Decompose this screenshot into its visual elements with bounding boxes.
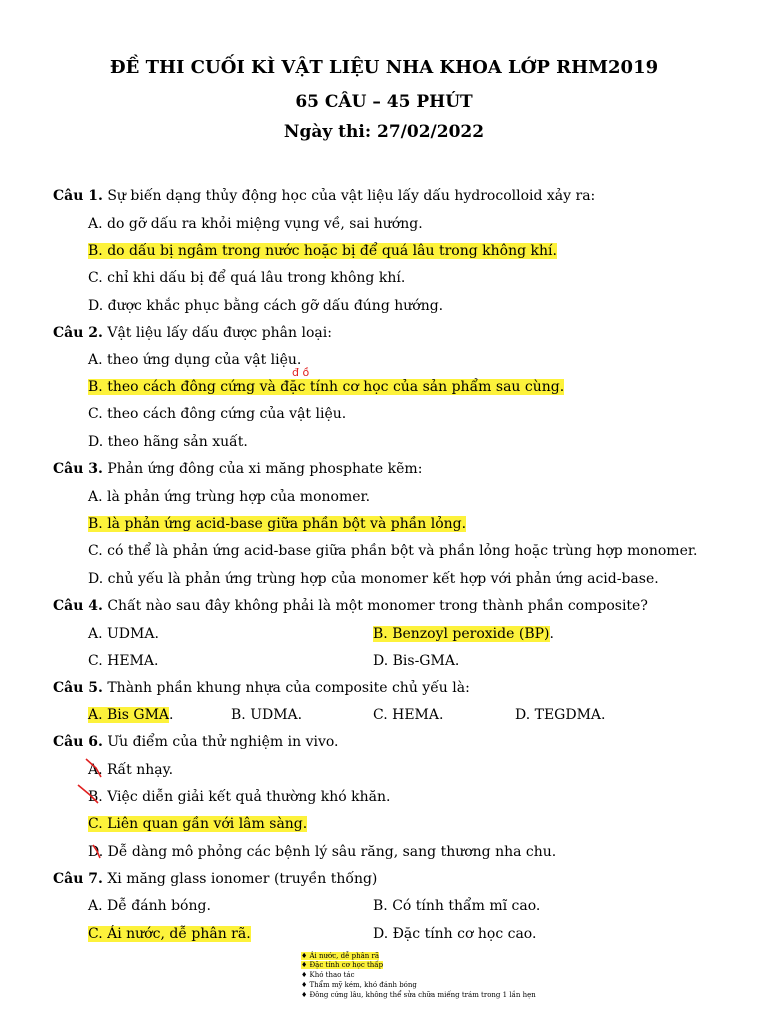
answer-option: D. TEGDMA. [515,707,606,723]
highlighted-answer: A. Bis GMA [88,707,170,723]
question-text: Sự biến dạng thủy động học của vật liệu lấy dấu hydrocolloid xảy ra: [107,188,596,204]
question-label: Câu 3. [53,461,103,477]
answer-option-correct [88,514,466,534]
answer-option: D. Dễ dàng mô phỏng các bệnh lý sâu răng, sang thương nha chu. [88,844,557,860]
highlighted-answer: B. là phản ứng acid-base giữa phần bột và phần lỏng. [88,516,467,532]
highlighted-answer: B. Benzoyl peroxide (BP) [373,626,550,642]
answer-option: A. là phản ứng trùng hợp của monomer. [88,489,371,505]
highlighted-answer: B. do dấu bị ngâm trong nước hoặc bị để quá lâu trong không khí. [88,243,557,259]
question-2 [53,323,332,343]
question-label: Câu 7. [53,871,103,887]
question-6 [53,732,339,752]
question-text: Chất nào sau đây không phải là một monomer trong thành phần composite? [107,598,648,614]
question-text: Ưu điểm của thử nghiệm in vivo. [107,734,339,750]
answer-option: C. chỉ khi dấu bị để quá lâu trong không khí. [88,270,406,286]
note-line: ♦ Thẩm mỹ kém, khó đánh bóng [301,981,417,989]
highlighted-answer: B. theo cách đông cứng và đặc tính cơ học của sản phẩm sau cùng. [88,379,565,395]
question-text: Vật liệu lấy dấu được phân loại: [107,325,332,341]
answer-option: C. HEMA. [88,653,159,669]
answer-option-correct [88,814,307,834]
question-text: Xi măng glass ionomer (truyền thống) [107,871,378,887]
answer-option: D. được khắc phục bằng cách gỡ dấu đúng hướng. [88,298,444,314]
note-text-highlighted: ♦ Ái nước, dễ phân rã [301,952,380,960]
question-label: Câu 5. [53,680,103,696]
handwritten-annotation: đ ồ [292,366,310,379]
exam-date: Ngày thi: 27/02/2022 [283,122,485,142]
answer-option: C. có thể là phản ứng acid-base giữa phần bột và phần lỏng hoặc trùng hợp monomer. [88,543,698,559]
highlighted-answer: C. Ái nước, dễ phân rã. [88,926,251,942]
question-4 [53,596,648,616]
answer-option: B. Có tính thẩm mĩ cao. [373,898,541,914]
exam-subtitle: 65 CÂU – 45 PHÚT [295,92,473,112]
question-1 [53,186,595,206]
answer-option: C. HEMA. [373,707,444,723]
answer-option-correct: A. Bis GMA. [88,707,174,723]
question-3 [53,459,422,479]
question-label: Câu 1. [53,188,103,204]
question-label: Câu 6. [53,734,103,750]
highlighted-answer: C. Liên quan gần với lâm sàng. [88,816,308,832]
note-line [301,961,383,970]
note-line: ♦ Khó thao tác [301,971,355,979]
question-label: Câu 4. [53,598,103,614]
answer-option: A. Dễ đánh bóng. [88,898,211,914]
answer-option: A. theo ứng dụng của vật liệu. [88,352,302,368]
answer-option: C. theo cách đông cứng của vật liệu. [88,406,347,422]
exam-title: ĐỀ THI CUỐI KÌ VẬT LIỆU NHA KHOA LỚP RHM2019 [109,57,659,78]
answer-option: A. do gỡ dấu ra khỏi miệng vụng về, sai hướng. [88,216,423,232]
answer-option: A. Rất nhạy. [88,762,174,778]
question-7 [53,869,377,889]
answer-option: D. chủ yếu là phản ứng trùng hợp của monomer kết hợp với phản ứng acid-base. [88,571,659,587]
answer-option-correct [88,241,557,261]
question-text: Phản ứng đông của xi măng phosphate kẽm: [107,461,423,477]
answer-option-correct: B. Benzoyl peroxide (BP). [373,626,554,642]
note-line: ♦ Đông cứng lâu, không thể sửa chữa miếng trám trong 1 lần hẹn [301,991,536,999]
question-text: Thành phần khung nhựa của composite chủ yếu là: [107,680,470,696]
answer-option: A. UDMA. [88,626,159,642]
answer-option-correct [88,924,251,944]
question-label: Câu 2. [53,325,103,341]
note-text-highlighted: ♦ Đặc tính cơ học thấp [301,961,384,969]
answer-option: D. Bis-GMA. [373,653,460,669]
answer-option: B. UDMA. [231,707,303,723]
answer-option: B. Việc diễn giải kết quả thường khó khăn. [88,789,391,805]
question-5 [53,678,470,698]
note-line [301,952,379,961]
answer-option: D. Đặc tính cơ học cao. [373,926,537,942]
answer-option: D. theo hãng sản xuất. [88,434,248,450]
answer-option-correct [88,377,564,397]
